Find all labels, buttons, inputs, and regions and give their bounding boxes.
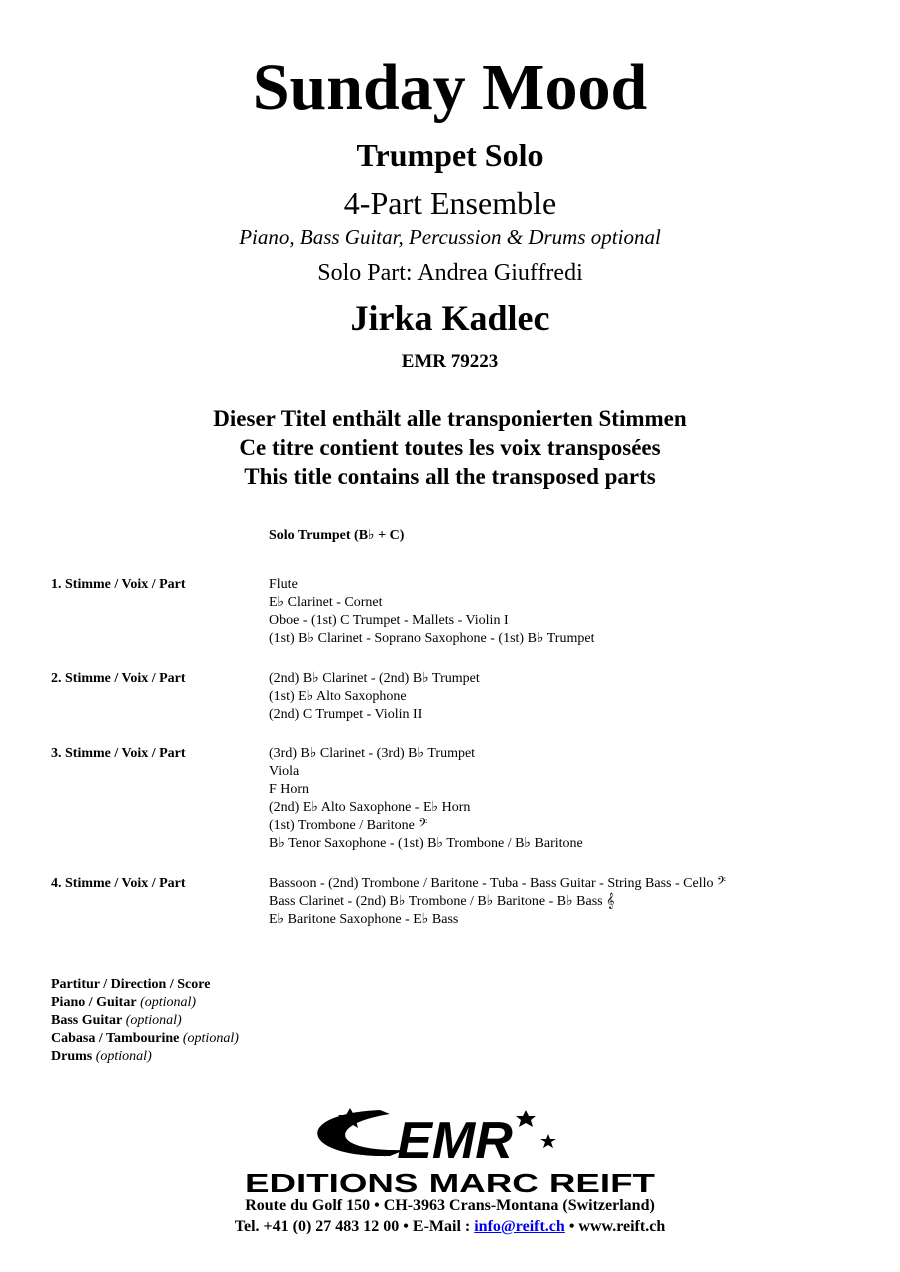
catalog-number: EMR 79223 [401,351,499,372]
subtitle: Trumpet Solo [356,137,544,173]
instrument-line: (2nd) E♭ Alto Saxophone - E♭ Horn [269,800,471,815]
instrument-line: Viola [269,764,300,779]
part-label: 3. Stimme / Voix / Part [51,746,186,761]
extra-parts-list [51,976,239,1066]
extra-part: Drums (optional) [51,1049,152,1064]
publisher-address: Route du Golf 150 • CH-3963 Crans-Montana (Switzerland) [245,1197,655,1214]
part-label: 4. Stimme / Voix / Part [51,876,186,891]
email-link[interactable]: info@reift.ch [474,1218,565,1235]
extra-part: Piano / Guitar (optional) [51,995,197,1010]
solo-part: Solo Part: Andrea Giuffredi [317,260,583,286]
notice-fr: Ce titre contient toutes les voix transposées [239,435,661,460]
instrument-line: B♭ Tenor Saxophone - (1st) B♭ Trombone / B♭ Baritone [269,836,583,851]
notice-en: This title contains all the transposed parts [244,464,656,489]
star-icon [540,1134,556,1148]
instrument-line: Flute [269,577,298,592]
page-title: Sunday Mood [252,51,648,124]
instrument-line: (1st) E♭ Alto Saxophone [269,689,407,704]
instrument-line: (3rd) B♭ Clarinet - (3rd) B♭ Trumpet [269,746,476,761]
part-instruments [269,875,726,929]
instrument-line: Bassoon - (2nd) Trombone / Baritone - Tuba - Bass Guitar - String Bass - Cello 𝄢 [269,876,726,891]
instrument-line: (2nd) B♭ Clarinet - (2nd) B♭ Trumpet [269,671,480,686]
logo-mark: EMR [397,1112,513,1170]
extra-part: Cabasa / Tambourine (optional) [51,1031,239,1046]
emr-logo [230,1104,670,1196]
transposition-notice [0,404,900,491]
instrument-line: E♭ Baritone Saxophone - E♭ Bass [269,912,459,927]
publisher-name: EDITIONS MARC REIFT [245,1168,656,1196]
composer: Jirka Kadlec [350,298,550,338]
instrumentation: Piano, Bass Guitar, Percussion & Drums optional [239,225,661,249]
instrument-line: (2nd) C Trumpet - Violin II [269,707,423,722]
instrument-line: Bass Clarinet - (2nd) B♭ Trombone / B♭ Baritone - B♭ Bass 𝄞 [269,894,615,909]
extra-part: Bass Guitar (optional) [51,1013,182,1028]
extra-part: Partitur / Direction / Score [51,977,211,992]
part-instruments [269,745,583,853]
instrument-line: (1st) B♭ Clarinet - Soprano Saxophone - (1st) B♭ Trumpet [269,631,595,646]
part-label: 2. Stimme / Voix / Part [51,671,186,686]
ensemble-type: 4-Part Ensemble [343,185,557,221]
solo-trumpet-part: Solo Trumpet (B♭ + C) [269,528,405,543]
part-instruments [269,670,480,724]
star-icon [516,1110,536,1127]
publisher-contact: Tel. +41 (0) 27 483 12 00 • E-Mail : info@reift.ch • www.reift.ch [234,1218,666,1235]
instrument-line: E♭ Clarinet - Cornet [269,595,383,610]
instrument-line: (1st) Trombone / Baritone 𝄢 [269,818,428,833]
part-instruments [269,576,594,648]
instrument-line: F Horn [269,782,310,797]
notice-de: Dieser Titel enthält alle transponierten Stimmen [213,406,687,431]
instrument-line: Oboe - (1st) C Trumpet - Mallets - Violin I [269,613,509,628]
part-label: 1. Stimme / Voix / Part [51,577,186,592]
